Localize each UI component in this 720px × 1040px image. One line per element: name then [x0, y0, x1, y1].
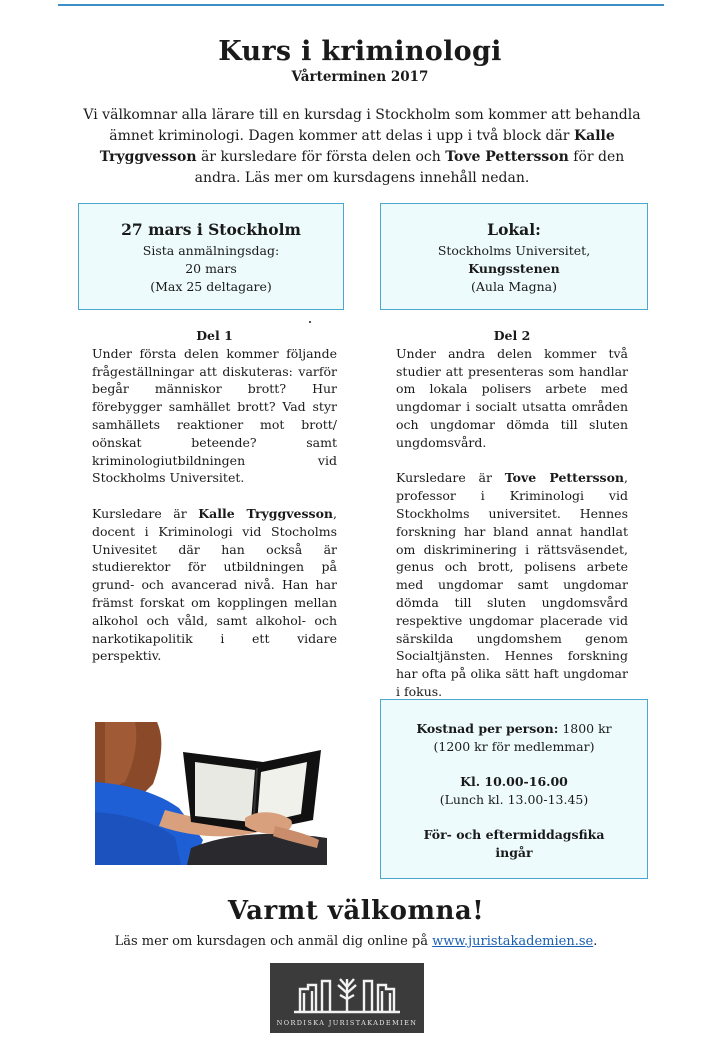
part-2-leader-bio: , professor i Kriminologi vid Stockholms universitet. Hennes forskning har bland annat handlat om diskriminering i rättsväsendet, genus och brott, polisens arbete med ungdomar samt ungdomar dömda till sluten ungdomsvård respektive ungdomar placerade vid särskilda ungdomshem genom Socialtjänsten. Hennes forskning har ofta på olika sätt haft ungdomar i fokus.	[396, 470, 628, 699]
part-1-leader-name: Kalle Tryggvesson	[198, 505, 334, 521]
part-2-heading: Del 2	[493, 328, 531, 343]
part-1-column	[92, 327, 337, 665]
lunch-time: (Lunch kl. 13.00-13.45)	[439, 792, 589, 807]
course-time: Kl. 10.00-16.00	[460, 774, 568, 789]
cost-info-box	[380, 699, 648, 879]
venue-info-box	[380, 203, 648, 310]
date-info-box	[78, 203, 344, 310]
part-1-leader-paragraph	[92, 505, 337, 665]
part-2-column	[396, 327, 628, 701]
stray-mark	[309, 321, 311, 323]
cost-value: 1800 kr	[558, 721, 612, 736]
leader-prefix: Kursledare är	[396, 470, 505, 486]
part-2-body: Under andra delen kommer två studier att presenteras som handlar om lokala polisers arbete med ungdomar i socialt utsatta områden och ungdomar dömda till sluten ungdomsvård.	[396, 345, 628, 450]
website-link[interactable]: www.juristakademien.se	[432, 934, 594, 949]
intro-leader-1: Kalle Tryggvesson	[99, 128, 615, 165]
deadline-date: 20 mars	[185, 261, 237, 276]
part-2-leader-name: Tove Pettersson	[504, 470, 624, 486]
deadline-label: Sista anmälningsdag:	[142, 243, 280, 258]
part-2-leader-paragraph	[396, 469, 628, 700]
page-title: Kurs i kriminologi	[218, 36, 502, 67]
fika-line-1: För- och eftermiddagsfika	[423, 827, 605, 842]
signup-line	[0, 934, 712, 949]
leader-prefix: Kursledare är	[92, 505, 199, 521]
logo-text: NORDISKA JURISTAKADEMIEN	[276, 1019, 418, 1027]
venue-building: Kungsstenen	[468, 261, 560, 276]
intro-text: för den andra. Läs mer om kursdagens innehåll nedan.	[194, 149, 625, 186]
academy-logo	[270, 963, 424, 1033]
fika-line-2: ingår	[495, 845, 533, 860]
max-participants: (Max 25 deltagare)	[150, 279, 272, 294]
top-divider	[58, 4, 664, 6]
intro-text: Vi välkomnar alla lärare till en kursdag i Stockholm som kommer att behandla ämnet kriminologi. Dagen kommer att delas i upp i två block där	[83, 107, 641, 144]
signup-text: Läs mer om kursdagen och anmäl dig online på	[114, 934, 433, 949]
part-1-leader-bio: , docent i Kriminologi vid Stocholms Univesitet där han också är studierektor för utbildningen på grund- och avancerad nivå. Han har främst forskat om kopplingen mellan alkohol och våld, samt alkohol- och narkotikapolitik i ett vidare perspektiv.	[92, 505, 337, 664]
welcome-heading: Varmt välkomna!	[227, 896, 485, 926]
venue-hall: (Aula Magna)	[470, 279, 557, 294]
cost-label: Kostnad per person:	[416, 721, 559, 736]
part-1-body: Under första delen kommer följande frågeställningar att diskuteras: varför begår människor brott? Hur förebygger samhället brott? Vad styr samhällets reaktioner mot brott/ oönskat beteende? samt kriminologiutbildningen vid Stockholms Universitet.	[92, 345, 337, 486]
member-cost: (1200 kr för medlemmar)	[433, 739, 595, 754]
signup-end: .	[593, 934, 598, 949]
date-heading: 27 mars i Stockholm	[121, 220, 301, 239]
photo-illustration	[95, 722, 327, 865]
cost-line	[381, 720, 647, 738]
part-1-heading: Del 1	[196, 328, 233, 343]
venue-heading: Lokal:	[487, 220, 541, 239]
intro-paragraph	[80, 105, 644, 189]
intro-text: är kursledare för första delen och	[196, 149, 446, 165]
page-subtitle: Vårterminen 2017	[291, 69, 429, 85]
logo-emblem-icon	[270, 963, 424, 1019]
intro-leader-2: Tove Pettersson	[445, 149, 569, 165]
venue-university: Stockholms Universitet,	[437, 243, 591, 258]
reading-person-photo	[95, 722, 327, 865]
